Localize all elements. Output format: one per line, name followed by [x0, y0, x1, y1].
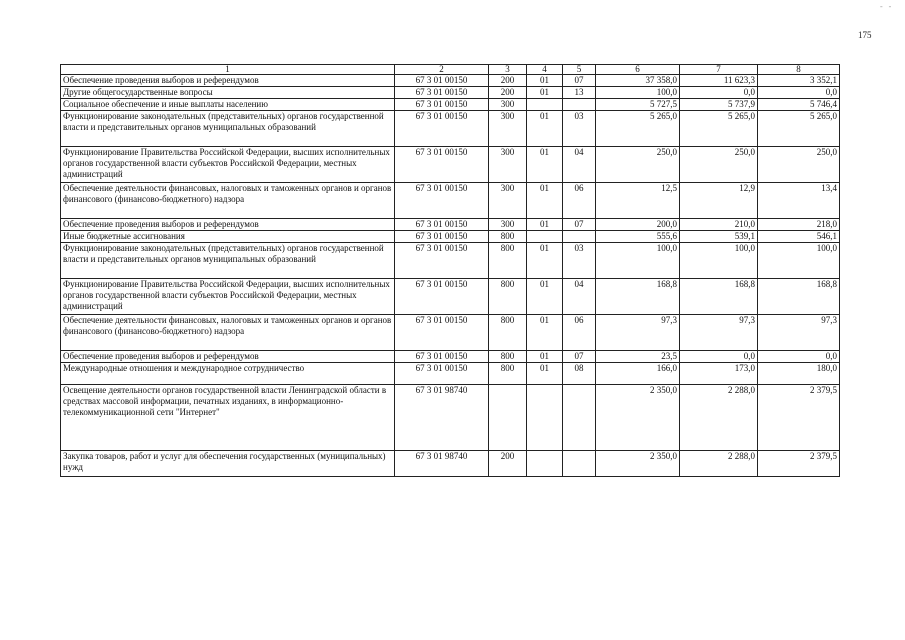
cell-name: Обеспечение проведения выборов и референдумов [61, 75, 395, 87]
cell-year-1: 2 350,0 [596, 385, 680, 451]
cell-year-1: 168,8 [596, 279, 680, 315]
cell-expense-type: 800 [489, 243, 527, 279]
cell-year-2: 2 288,0 [680, 385, 758, 451]
cell-year-3: 13,4 [758, 183, 840, 219]
cell-expense-type: 300 [489, 147, 527, 183]
cell-target-article: 67 3 01 00150 [395, 75, 489, 87]
cell-expense-type: 300 [489, 99, 527, 111]
cell-subsection [563, 99, 596, 111]
cell-expense-type [489, 385, 527, 451]
cell-target-article: 67 3 01 00150 [395, 363, 489, 385]
header-cell-7: 7 [680, 65, 758, 75]
cell-year-2: 5 265,0 [680, 111, 758, 147]
cell-name: Функционирование законодательных (представительных) органов государственной власти и представительных органов муниципальных образований [61, 111, 395, 147]
cell-year-3: 0,0 [758, 351, 840, 363]
cell-expense-type: 200 [489, 75, 527, 87]
header-cell-4: 4 [527, 65, 563, 75]
cell-name: Освещение деятельности органов государственной власти Ленинградской области в средствах массовой информации, печатных изданиях, в информационно-телекоммуникационной сети "Интернет" [61, 385, 395, 451]
cell-year-1: 100,0 [596, 243, 680, 279]
header-cell-6: 6 [596, 65, 680, 75]
table-row [61, 351, 840, 363]
cell-year-2: 173,0 [680, 363, 758, 385]
cell-year-2: 539,1 [680, 231, 758, 243]
cell-year-1: 12,5 [596, 183, 680, 219]
table-row [61, 385, 840, 451]
cell-year-3: 218,0 [758, 219, 840, 231]
header-cell-1: 1 [61, 65, 395, 75]
table-header-row [61, 65, 840, 75]
cell-subsection: 04 [563, 147, 596, 183]
cell-name: Обеспечение проведения выборов и референдумов [61, 351, 395, 363]
cell-target-article: 67 3 01 98740 [395, 451, 489, 477]
header-cell-2: 2 [395, 65, 489, 75]
cell-expense-type: 300 [489, 111, 527, 147]
cell-section: 01 [527, 147, 563, 183]
cell-target-article: 67 3 01 00150 [395, 111, 489, 147]
cell-section: 01 [527, 243, 563, 279]
cell-year-1: 166,0 [596, 363, 680, 385]
cell-year-1: 555,6 [596, 231, 680, 243]
cell-name: Закупка товаров, работ и услуг для обеспечения государственных (муниципальных) нужд [61, 451, 395, 477]
cell-year-3: 0,0 [758, 87, 840, 99]
table-row [61, 315, 840, 351]
cell-year-1: 200,0 [596, 219, 680, 231]
cell-expense-type: 300 [489, 219, 527, 231]
cell-year-3: 5 265,0 [758, 111, 840, 147]
header-cell-3: 3 [489, 65, 527, 75]
table-row [61, 219, 840, 231]
cell-expense-type: 300 [489, 183, 527, 219]
cell-subsection: 03 [563, 243, 596, 279]
cell-year-2: 250,0 [680, 147, 758, 183]
cell-target-article: 67 3 01 00150 [395, 351, 489, 363]
cell-subsection: 07 [563, 351, 596, 363]
cell-name: Функционирование Правительства Российской Федерации, высших исполнительных органов государственной власти субъектов Российской Федерации, местных администраций [61, 147, 395, 183]
cell-year-2: 5 737,9 [680, 99, 758, 111]
cell-year-1: 5 727,5 [596, 99, 680, 111]
cell-name: Иные бюджетные ассигнования [61, 231, 395, 243]
cell-subsection: 06 [563, 315, 596, 351]
cell-subsection: 06 [563, 183, 596, 219]
cell-target-article: 67 3 01 00150 [395, 147, 489, 183]
cell-year-2: 0,0 [680, 351, 758, 363]
cell-target-article: 67 3 01 00150 [395, 87, 489, 99]
cell-year-1: 23,5 [596, 351, 680, 363]
header-cell-5: 5 [563, 65, 596, 75]
cell-year-1: 2 350,0 [596, 451, 680, 477]
table-row [61, 147, 840, 183]
cell-target-article: 67 3 01 98740 [395, 385, 489, 451]
table-row [61, 111, 840, 147]
cell-year-3: 250,0 [758, 147, 840, 183]
cell-section [527, 451, 563, 477]
cell-year-1: 97,3 [596, 315, 680, 351]
cell-expense-type: 800 [489, 351, 527, 363]
cell-subsection [563, 385, 596, 451]
cell-year-3: 180,0 [758, 363, 840, 385]
cell-year-2: 97,3 [680, 315, 758, 351]
cell-name: Функционирование Правительства Российской Федерации, высших исполнительных органов государственной власти субъектов Российской Федерации, местных администраций [61, 279, 395, 315]
cell-expense-type: 800 [489, 279, 527, 315]
cell-target-article: 67 3 01 00150 [395, 219, 489, 231]
cell-expense-type: 800 [489, 363, 527, 385]
cell-year-3: 97,3 [758, 315, 840, 351]
table-body [61, 65, 840, 477]
cell-subsection [563, 231, 596, 243]
cell-year-2: 168,8 [680, 279, 758, 315]
cell-name: Социальное обеспечение и иные выплаты населению [61, 99, 395, 111]
cell-year-2: 0,0 [680, 87, 758, 99]
table-row [61, 243, 840, 279]
cell-name: Обеспечение проведения выборов и референдумов [61, 219, 395, 231]
cell-year-2: 12,9 [680, 183, 758, 219]
table-row [61, 231, 840, 243]
cell-expense-type: 200 [489, 451, 527, 477]
table-row [61, 279, 840, 315]
corner-mark: - - [880, 2, 894, 11]
cell-target-article: 67 3 01 00150 [395, 243, 489, 279]
cell-section [527, 385, 563, 451]
cell-year-3: 168,8 [758, 279, 840, 315]
cell-section: 01 [527, 279, 563, 315]
cell-year-1: 250,0 [596, 147, 680, 183]
cell-section: 01 [527, 363, 563, 385]
table-row [61, 99, 840, 111]
cell-target-article: 67 3 01 00150 [395, 231, 489, 243]
cell-year-3: 100,0 [758, 243, 840, 279]
cell-year-2: 210,0 [680, 219, 758, 231]
cell-year-3: 2 379,5 [758, 385, 840, 451]
cell-target-article: 67 3 01 00150 [395, 279, 489, 315]
cell-year-2: 11 623,3 [680, 75, 758, 87]
cell-subsection: 04 [563, 279, 596, 315]
cell-year-1: 37 358,0 [596, 75, 680, 87]
cell-name: Обеспечение деятельности финансовых, налоговых и таможенных органов и органов финансового (финансово-бюджетного) надзора [61, 315, 395, 351]
cell-subsection: 13 [563, 87, 596, 99]
cell-year-3: 546,1 [758, 231, 840, 243]
header-cell-8: 8 [758, 65, 840, 75]
page-number: 175 [858, 30, 872, 40]
cell-year-3: 3 352,1 [758, 75, 840, 87]
cell-target-article: 67 3 01 00150 [395, 315, 489, 351]
cell-expense-type: 200 [489, 87, 527, 99]
cell-year-1: 5 265,0 [596, 111, 680, 147]
cell-subsection: 08 [563, 363, 596, 385]
budget-table [60, 64, 840, 477]
cell-section: 01 [527, 351, 563, 363]
table-row [61, 183, 840, 219]
cell-section [527, 99, 563, 111]
cell-subsection [563, 451, 596, 477]
cell-expense-type: 800 [489, 231, 527, 243]
cell-year-1: 100,0 [596, 87, 680, 99]
cell-section: 01 [527, 87, 563, 99]
table-row [61, 363, 840, 385]
cell-name: Функционирование законодательных (представительных) органов государственной власти и представительных органов муниципальных образований [61, 243, 395, 279]
cell-section: 01 [527, 219, 563, 231]
cell-section [527, 231, 563, 243]
cell-target-article: 67 3 01 00150 [395, 99, 489, 111]
cell-year-2: 100,0 [680, 243, 758, 279]
cell-name: Другие общегосударственные вопросы [61, 87, 395, 99]
cell-subsection: 03 [563, 111, 596, 147]
cell-year-3: 2 379,5 [758, 451, 840, 477]
table-row [61, 75, 840, 87]
cell-target-article: 67 3 01 00150 [395, 183, 489, 219]
cell-name: Обеспечение деятельности финансовых, налоговых и таможенных органов и органов финансового (финансово-бюджетного) надзора [61, 183, 395, 219]
cell-section: 01 [527, 111, 563, 147]
cell-year-2: 2 288,0 [680, 451, 758, 477]
cell-year-3: 5 746,4 [758, 99, 840, 111]
table-row [61, 87, 840, 99]
cell-section: 01 [527, 315, 563, 351]
cell-section: 01 [527, 183, 563, 219]
cell-name: Международные отношения и международное сотрудничество [61, 363, 395, 385]
cell-expense-type: 800 [489, 315, 527, 351]
cell-subsection: 07 [563, 219, 596, 231]
cell-section: 01 [527, 75, 563, 87]
table-row [61, 451, 840, 477]
cell-subsection: 07 [563, 75, 596, 87]
